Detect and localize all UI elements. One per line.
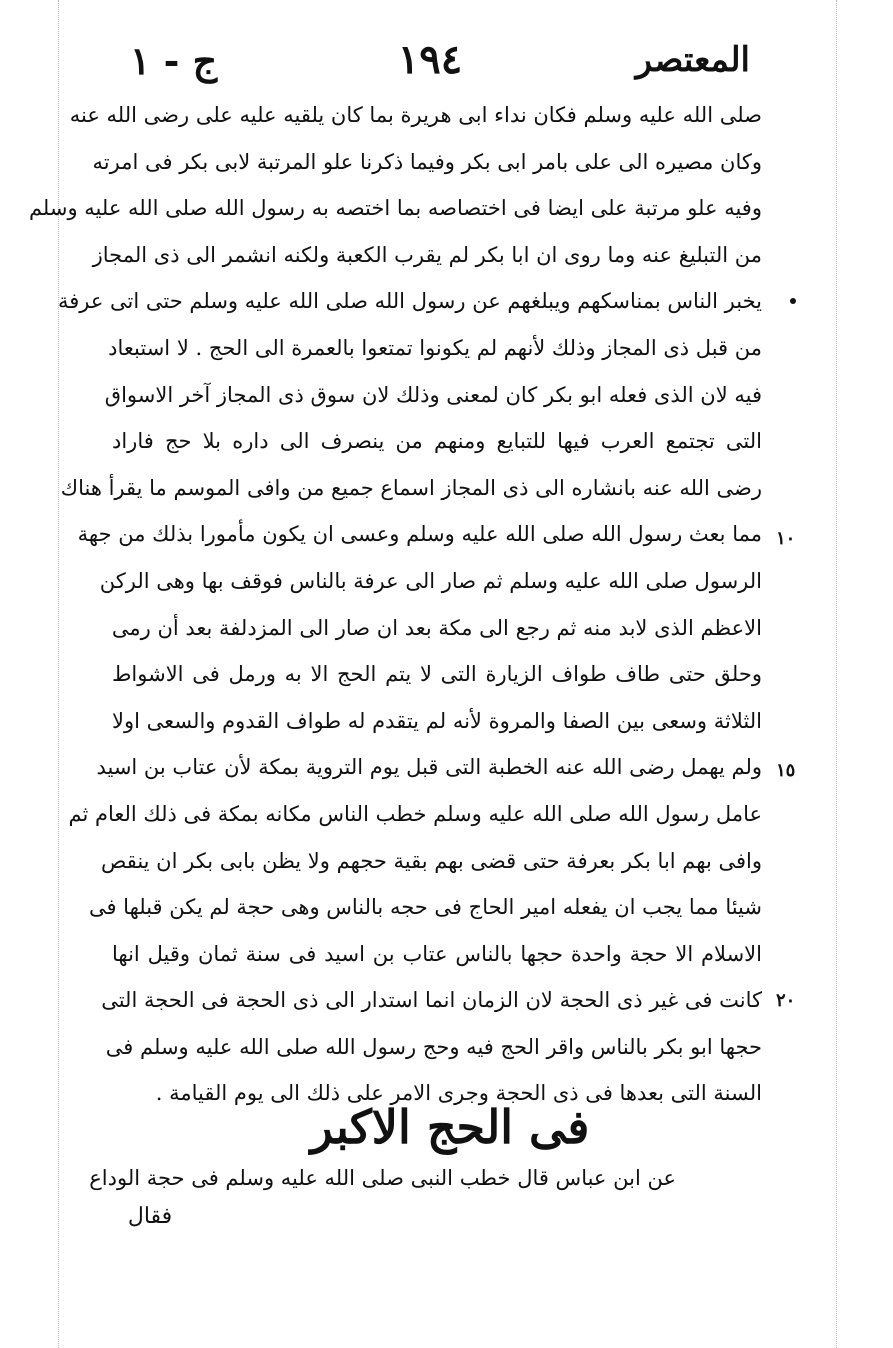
margin-number-15: ١٥ <box>776 760 796 781</box>
text-line: وفيه علو مرتبة على ايضا فى اختصاصه بما اختصه به رسول الله صلى الله عليه وسلم <box>28 196 762 221</box>
text-line: صلى الله عليه وسلم فكان نداء ابى هريرة بما كان يلقيه عليه على رضى الله عنه <box>69 103 762 127</box>
text-line: شيئا مما يجب ان يفعله امير الحاج فى حجه بالناس وهى حجة لم يكن قبلها فى <box>88 895 762 920</box>
page-number: ١٩٤ <box>397 36 463 83</box>
text-line: السنة التى بعدها فى ذى الحجة وجرى الامر على ذلك الى يوم القيامة . <box>155 1081 762 1106</box>
scan-edge-right <box>836 0 837 1348</box>
text-line: التى تجتمع العرب فيها للتبايع ومنهم من ينصرف الى داره بلا حج فاراد <box>112 429 762 454</box>
text-line: رضى الله عنه بانشاره الى ذى المجاز اسماع جميع من وافى الموسم ما يقرأ هناك <box>60 475 762 500</box>
text-line: الثلاثة وسعى بين الصفا والمروة لأنه لم يتقدم له طواف القدوم والسعى اولا <box>112 708 762 733</box>
text-line: الاسلام الا حجة واحدة حجها بالناس عتاب بن اسيد فى سنة ثمان وقيل انها <box>112 941 762 966</box>
text-line: عامل رسول الله صلى الله عليه وسلم خطب الناس مكانه بمكة فى ذلك العام ثم <box>68 801 762 826</box>
text-line: وكان مصيره الى على بامر ابى بكر وفيما ذكرنا علو المرتبة لابى بكر فى امرته <box>92 149 762 174</box>
section-heading: فى الحج الاكبر <box>310 1100 590 1154</box>
text-line: حجها ابو بكر بالناس واقر الحج فيه وحج رسول الله صلى الله عليه وسلم فى <box>105 1034 762 1059</box>
margin-number-20: ٢٠ <box>776 990 796 1011</box>
text-line: وافى بهم ابا بكر بعرفة حتى قضى بهم بقية حجهم ولا يظن بابى بكر ان ينقص <box>100 848 762 873</box>
text-line: كانت فى غير ذى الحجة لان الزمان انما استدار الى ذى الحجة فى الحجة التى <box>101 988 762 1013</box>
text-line: فيه لان الذى فعله ابو بكر كان لمعنى وذلك لان سوق ذى المجاز آخر الاسواق <box>104 382 762 407</box>
text-line: من التبليغ عنه وما روى ان ابا بكر لم يقرب الكعبة ولكنه انشمر الى ذى المجاز <box>92 242 762 267</box>
main-text-block <box>28 92 762 1117</box>
text-line: ولم يهمل رضى الله عنه الخطبة التى قبل يوم التروية بمكة لأن عتاب بن اسيد <box>96 755 762 780</box>
margin-bullet <box>790 298 796 304</box>
text-line: مما بعث رسول الله صلى الله عليه وسلم وعسى ان يكون مأمورا بذلك من جهة <box>77 522 762 547</box>
text-line: يخبر الناس بمناسكهم ويبلغهم عن رسول الله صلى الله عليه وسلم حتى اتى عرفة <box>57 289 762 314</box>
text-line: الرسول صلى الله عليه وسلم ثم صار الى عرفة بالناس فوقف بها وهى الركن <box>99 568 762 593</box>
text-line: الاعظم الذى لابد منه ثم رجع الى مكة بعد ان صار الى المزدلفة بعد أن رمى <box>111 615 762 640</box>
hadith-continuation-word: فقال <box>127 1204 173 1229</box>
page-header <box>110 36 750 86</box>
text-line: من قبل ذى المجاز وذلك لأنهم لم يكونوا تمتعوا بالعمرة الى الحج . لا استبعاد <box>108 335 762 360</box>
volume-label: ج - ١ <box>130 38 218 83</box>
margin-number-10: ١٠ <box>776 528 796 549</box>
book-title: المعتصر <box>635 40 750 80</box>
hadith-opening-line: عن ابن عباس قال خطب النبى صلى الله عليه وسلم فى حجة الوداع <box>89 1166 676 1190</box>
text-line: وحلق حتى طاف طواف الزيارة التى لا يتم الحج الا به ورمل فى الاشواط <box>112 662 762 687</box>
